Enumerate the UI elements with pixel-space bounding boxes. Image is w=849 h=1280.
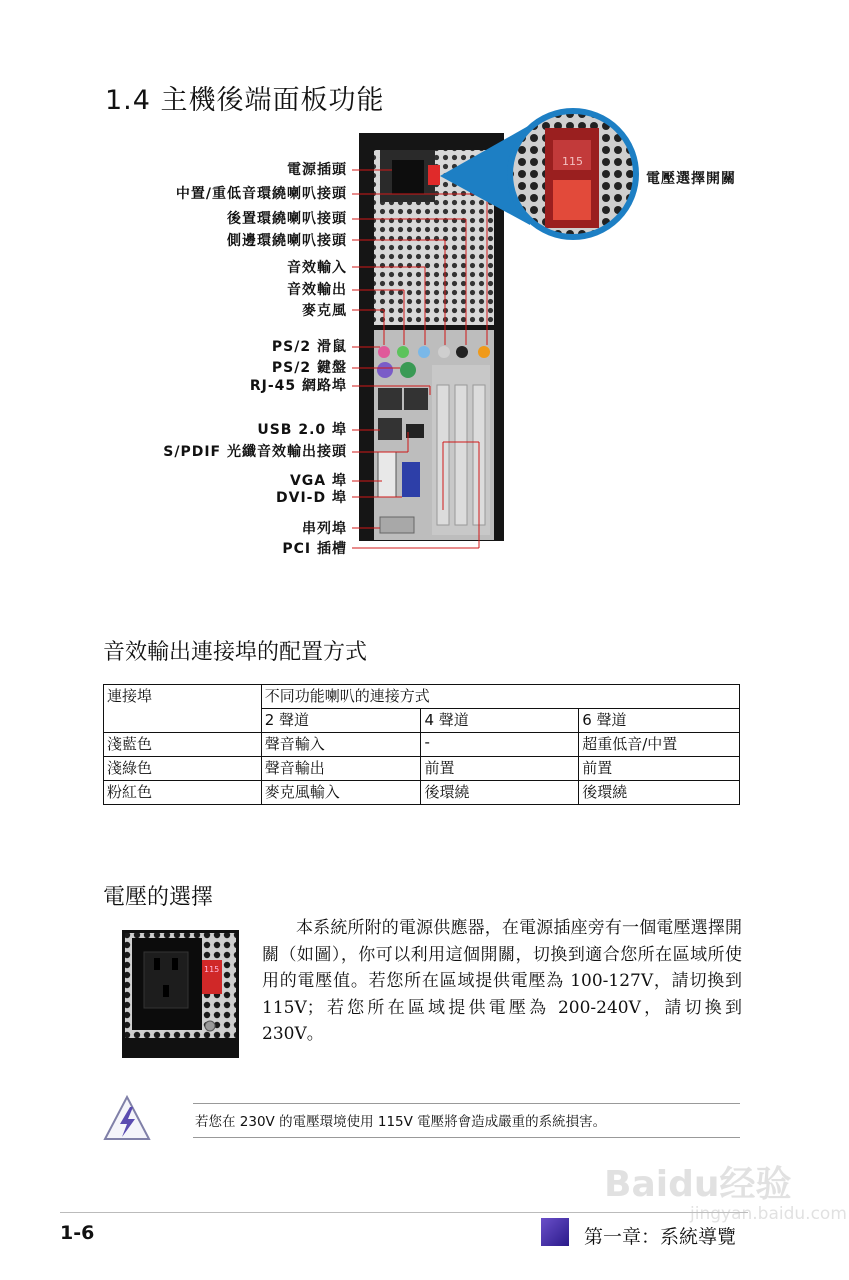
chapter-marker-icon [541, 1218, 569, 1246]
serial-port [380, 517, 414, 533]
subheader-6ch: 6 聲道 [579, 709, 740, 733]
table-cell: 粉紅色 [104, 781, 262, 805]
warning-divider-top [193, 1103, 740, 1104]
rj45-port [404, 388, 428, 410]
table-cell: 前置 [421, 757, 579, 781]
psu-photo [122, 930, 239, 1058]
table-row [104, 781, 740, 805]
label-usb: USB 2.0 埠 [257, 422, 347, 438]
label-side-surround-jack: 側邊環繞喇叭接頭 [227, 233, 347, 249]
audio-config-title: 音效輸出連接埠的配置方式 [103, 640, 368, 665]
label-mic: 麥克風 [302, 303, 347, 319]
table-cell: 後環繞 [421, 781, 579, 805]
label-spdif: S/PDIF 光纖音效輸出接頭 [163, 444, 347, 460]
voltage-paragraph: 本系統所附的電源供應器，在電源插座旁有一個電壓選擇開關（如圖），你可以利用這個開關，切換到適合您所在區域所使用的電壓值。若您所在區域提供電壓為 100-127V，請切換到 115V；若您所在區域提供電壓為 200-240V，請切換到 230V。 [262, 918, 742, 1044]
table-cell: 超重低音/中置 [579, 733, 740, 757]
table-cell: 淺綠色 [104, 757, 262, 781]
label-line-in: 音效輸入 [287, 260, 347, 276]
dvi-port [378, 452, 396, 497]
jack-grey [438, 346, 450, 358]
jack-black [456, 346, 468, 358]
jack-blue [418, 346, 430, 358]
table-header-row [104, 685, 740, 709]
header-speaker-config: 不同功能喇叭的連接方式 [261, 685, 739, 709]
jack-green [397, 346, 409, 358]
switch-zoom-value: 115 [562, 155, 583, 168]
svg-text:115: 115 [204, 965, 220, 974]
label-vga: VGA 埠 [289, 473, 347, 489]
label-power-socket: 電源插頭 [287, 162, 347, 178]
warning-text: 若您在 230V 的電壓環境使用 115V 電壓將會造成嚴重的系統損害。 [195, 1114, 607, 1130]
jack-orange [478, 346, 490, 358]
label-serial: 串列埠 [302, 521, 347, 537]
table-cell: 後環繞 [579, 781, 740, 805]
footer-divider [60, 1212, 748, 1213]
table-row [104, 733, 740, 757]
header-port: 連接埠 [104, 685, 262, 733]
spdif-port [406, 424, 424, 438]
label-dvi: DVI-D 埠 [276, 490, 347, 506]
table-cell: 聲音輸出 [261, 757, 421, 781]
label-pci: PCI 插槽 [282, 541, 347, 557]
label-ps2-keyboard: PS/2 鍵盤 [271, 360, 347, 376]
usb-ports-top [378, 388, 402, 410]
voltage-switch-small [428, 165, 440, 185]
watermark-logo: Baidu经验 [604, 1164, 792, 1205]
voltage-title: 電壓的選擇 [103, 885, 214, 910]
vga-port [402, 462, 420, 497]
jack-pink [378, 346, 390, 358]
audio-config-table [103, 684, 740, 805]
table-cell: 麥克風輸入 [261, 781, 421, 805]
warning-icon [102, 1093, 152, 1145]
page-number: 1-6 [60, 1222, 95, 1244]
table-cell: 淺藍色 [104, 733, 262, 757]
warning-divider-bottom [193, 1137, 740, 1138]
ps2-keyboard-port [400, 362, 416, 378]
chapter-title: 第一章：系統導覽 [584, 1226, 737, 1248]
usb-ports-bottom [378, 418, 402, 440]
label-rear-surround-jack: 後置環繞喇叭接頭 [227, 211, 347, 227]
table-cell: - [421, 733, 579, 757]
label-line-out: 音效輸出 [287, 282, 347, 298]
subheader-4ch: 4 聲道 [421, 709, 579, 733]
label-center-sub-jack: 中置/重低音環繞喇叭接頭 [175, 186, 347, 202]
table-cell: 前置 [579, 757, 740, 781]
label-voltage-switch: 電壓選擇開關 [646, 171, 736, 187]
ps2-mouse-port [377, 362, 393, 378]
rear-panel-illustration [0, 0, 849, 600]
subheader-2ch: 2 聲道 [261, 709, 421, 733]
section-title: 1.4 主機後端面板功能 [105, 85, 385, 116]
watermark-url: jingyan.baidu.com [690, 1204, 847, 1224]
table-cell: 聲音輸入 [261, 733, 421, 757]
table-row [104, 757, 740, 781]
label-ps2-mouse: PS/2 滑鼠 [271, 339, 347, 355]
label-rj45: RJ-45 網路埠 [249, 378, 347, 394]
